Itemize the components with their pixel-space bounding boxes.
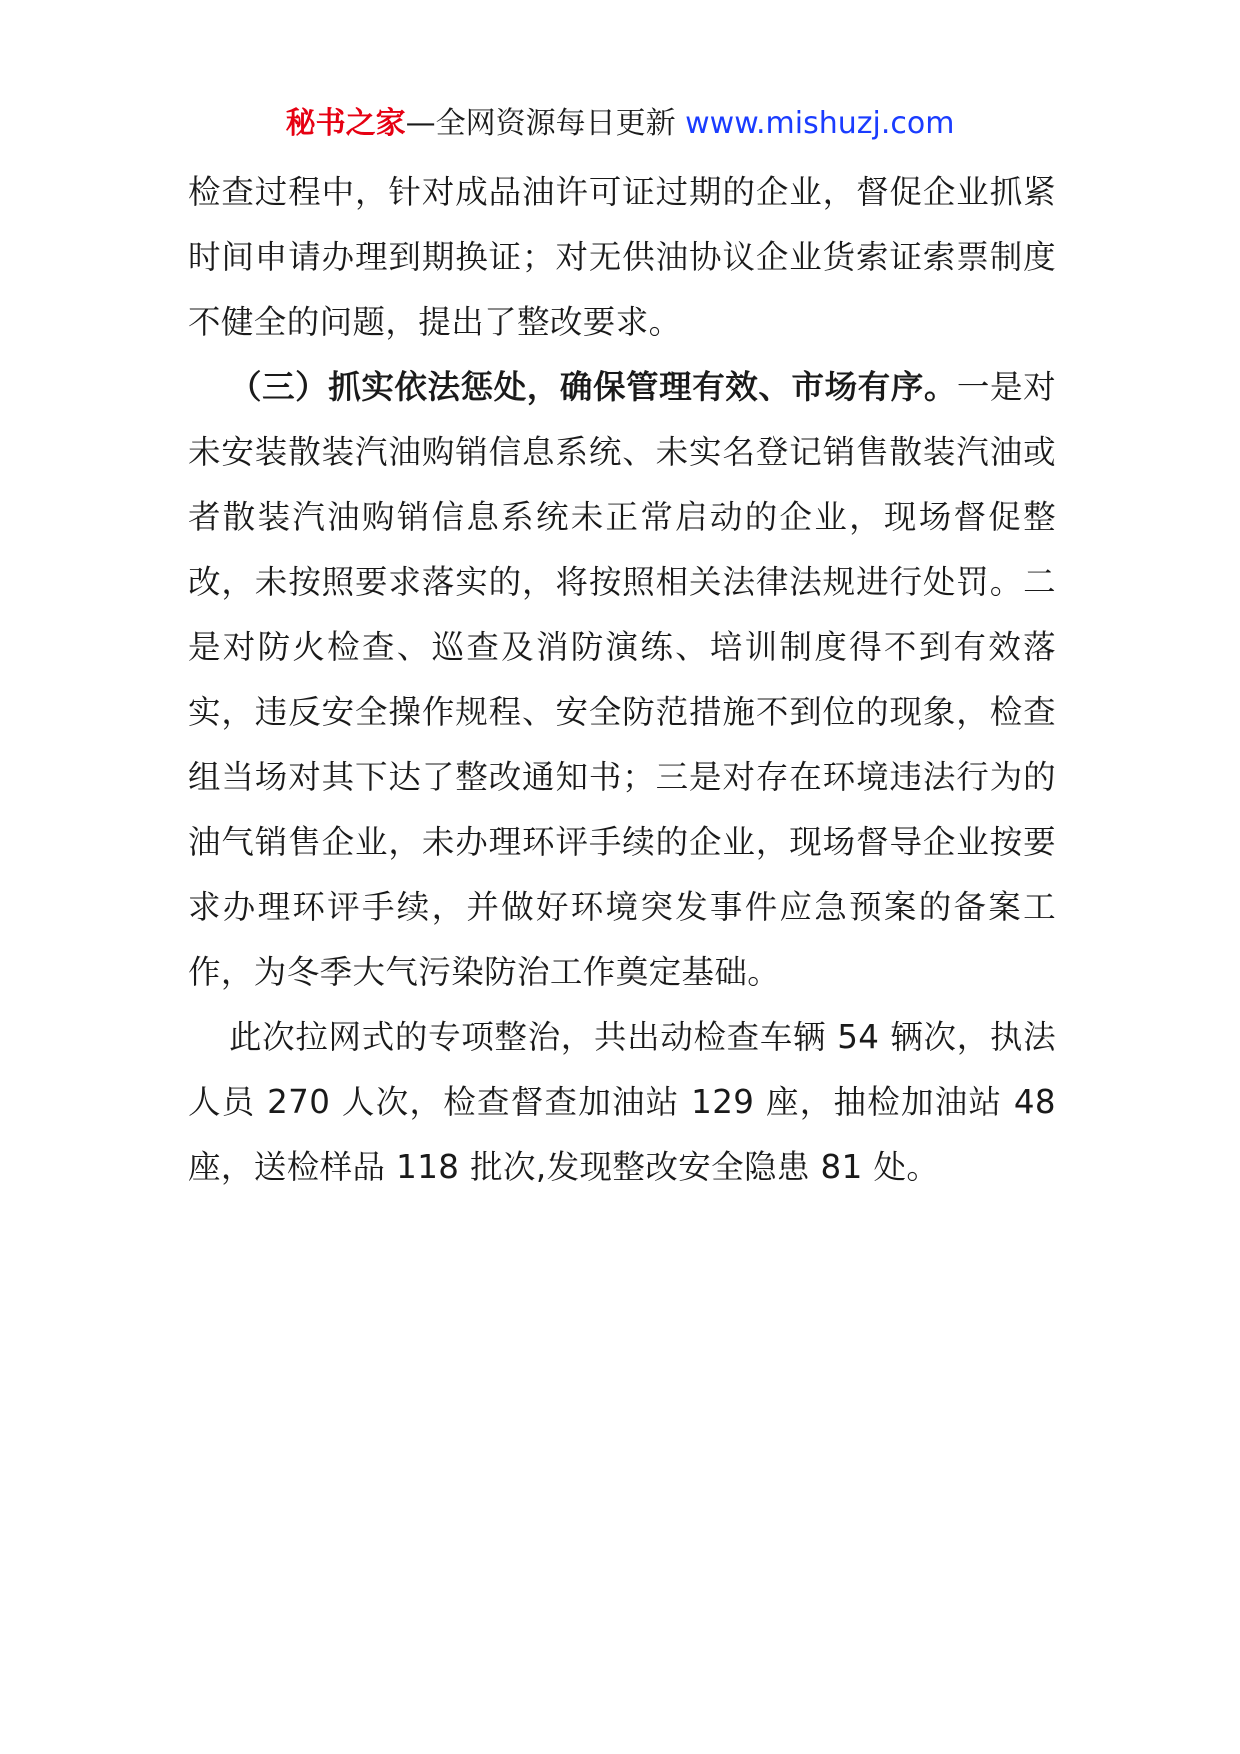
site-url-link[interactable]: www.mishuzj.com <box>685 106 955 141</box>
paragraph-3: 此次拉网式的专项整治，共出动检查车辆 54 辆次，执法人员 270 人次，检查督查加油站 129 座，抽检加油站 48 座，送检样品 118 批次,发现整改安全隐患 81 处。 <box>188 1018 1056 1186</box>
paragraph-1: 检查过程中，针对成品油许可证过期的企业，督促企业抓紧时间申请办理到期换证；对无供油协议企业货索证索票制度不健全的问题，提出了整改要求。 <box>188 173 1056 341</box>
site-tagline: —全网资源每日更新 <box>405 106 686 141</box>
paragraph-2 <box>188 355 1056 1005</box>
document-body <box>188 160 1056 1200</box>
site-header <box>0 104 1240 144</box>
site-brand: 秘书之家 <box>285 106 406 141</box>
section-heading: （三）抓实依法惩处，确保管理有效、市场有序。 <box>229 368 957 406</box>
section-body: 一是对未安装散装汽油购销信息系统、未实名登记销售散装汽油或者散装汽油购销信息系统未正常启动的企业，现场督促整改，未按照要求落实的，将按照相关法律法规进行处罚。二是对防火检查、巡查及消防演练、培训制度得不到有效落实，违反安全操作规程、安全防范措施不到位的现象，检查组当场对其下达了整改通知书；三是对存在环境违法行为的油气销售企业，未办理环评手续的企业，现场督导企业按要求办理环评手续，并做好环境突发事件应急预案的备案工作，为冬季大气污染防治工作奠定基础。 <box>188 368 1056 991</box>
